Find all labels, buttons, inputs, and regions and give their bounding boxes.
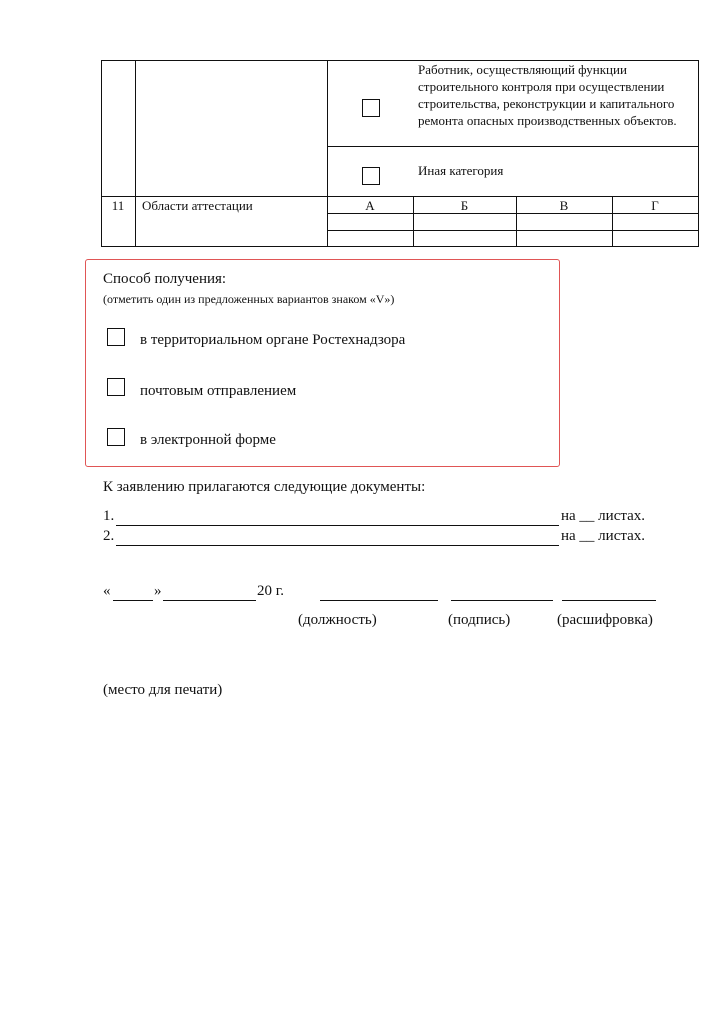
document-item-2-suffix: на __ листах. [561, 528, 646, 544]
receipt-note: (отметить один из предложенных вариантов знаком «V») [103, 292, 395, 306]
area-header-b: Б [460, 198, 469, 213]
receipt-option-checkbox-mail[interactable] [107, 378, 125, 396]
document-item-1-field[interactable] [116, 509, 559, 526]
area-header-a: А [365, 198, 375, 213]
receipt-option-checkbox-territorial[interactable] [107, 328, 125, 346]
document-item-2-number: 2. [103, 528, 115, 544]
document-item-2-field[interactable] [116, 529, 559, 546]
date-year: 20 г. [257, 583, 284, 599]
signature-field[interactable] [451, 584, 553, 601]
date-quote-open: « [103, 583, 111, 599]
document-item-1-number: 1. [103, 508, 115, 524]
category-checkbox-other[interactable] [362, 167, 380, 185]
signature-caption: (подпись) [448, 612, 511, 628]
receipt-title: Способ получения: [103, 271, 227, 287]
area-header-v: В [559, 198, 569, 213]
date-day-field[interactable] [113, 584, 153, 601]
row-number: 11 [111, 198, 125, 213]
date-quote-close: » [154, 583, 162, 599]
position-caption: (должность) [298, 612, 377, 628]
name-decoding-caption: (расшифровка) [557, 612, 653, 628]
category-checkbox-construction-control[interactable] [362, 99, 380, 117]
position-field[interactable] [320, 584, 438, 601]
category-label-other: Иная категория [418, 163, 504, 178]
receipt-option-checkbox-electronic[interactable] [107, 428, 125, 446]
receipt-option-label-electronic: в электронной форме [140, 432, 276, 448]
receipt-option-label-mail: почтовым отправлением [140, 383, 297, 399]
documents-title: К заявлению прилагаются следующие документы: [103, 479, 426, 495]
receipt-option-label-territorial: в территориальном органе Ростехнадзора [140, 332, 406, 348]
stamp-place-label: (место для печати) [103, 682, 223, 698]
document-item-1-suffix: на __ листах. [561, 508, 646, 524]
date-month-field[interactable] [163, 584, 256, 601]
name-decoding-field[interactable] [562, 584, 656, 601]
area-header-g: Г [651, 198, 659, 213]
row-label: Области аттестации [142, 198, 253, 213]
category-label-construction-control: Работник, осуществляющий функции строительного контроля при осуществлении строительства, реконструкции и капитального ремонта опасных производственных объектов. [418, 62, 677, 128]
